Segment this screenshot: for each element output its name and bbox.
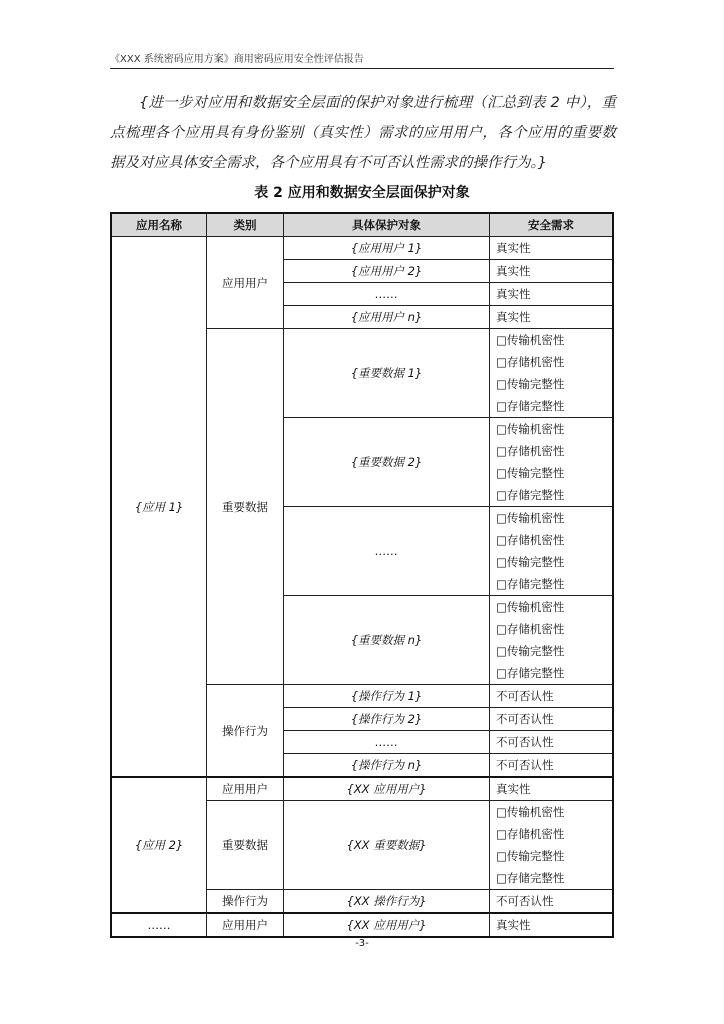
requirement-item: □存储机密性	[496, 444, 565, 458]
security-requirement-cell	[490, 801, 614, 890]
requirement-item: 不可否认性	[496, 758, 554, 772]
table-caption: 表 2 应用和数据安全层面保护对象	[254, 185, 470, 201]
category-cell: 重要数据	[207, 801, 284, 890]
requirement-item: □存储完整性	[496, 577, 565, 591]
requirement-item: □传输机密性	[496, 600, 565, 614]
protected-object-cell: {操作行为 2}	[284, 708, 490, 731]
category-cell: 操作行为	[207, 890, 284, 914]
category-cell: 应用用户	[207, 913, 284, 937]
security-requirement-cell	[490, 260, 614, 283]
security-requirement-cell	[490, 913, 614, 937]
requirement-item: □存储机密性	[496, 622, 565, 636]
security-requirement-cell	[490, 708, 614, 731]
security-requirement-cell	[490, 283, 614, 306]
requirement-item: □传输机密性	[496, 511, 565, 525]
requirement-item: □传输完整性	[496, 377, 565, 391]
column-header-category: 类别	[207, 213, 284, 237]
requirement-item: □传输完整性	[496, 555, 565, 569]
requirement-item: 真实性	[496, 782, 531, 796]
requirement-item: □存储完整性	[496, 399, 565, 413]
protected-object-cell: {操作行为 1}	[284, 685, 490, 708]
requirement-item: □存储机密性	[496, 533, 565, 547]
protected-object-cell: {XX 重要数据}	[284, 801, 490, 890]
category-cell: 应用用户	[207, 237, 284, 329]
category-cell: 应用用户	[207, 777, 284, 801]
requirement-item: 真实性	[496, 287, 531, 301]
protected-object-cell: {应用用户 1}	[284, 237, 490, 260]
protected-object-cell: {应用用户 2}	[284, 260, 490, 283]
security-requirement-cell	[490, 596, 614, 685]
security-requirement-cell	[490, 237, 614, 260]
app-name-cell: ……	[111, 913, 207, 937]
protected-object-cell: {重要数据 2}	[284, 418, 490, 507]
requirement-item: 不可否认性	[496, 735, 554, 749]
app-name-cell: {应用 1}	[111, 237, 207, 778]
requirement-item: 不可否认性	[496, 894, 554, 908]
security-requirement-cell	[490, 754, 614, 778]
protected-object-cell: {重要数据 n}	[284, 596, 490, 685]
security-requirement-cell	[490, 685, 614, 708]
requirement-item: □传输完整性	[496, 466, 565, 480]
column-header-requirement: 安全需求	[490, 213, 614, 237]
table-row	[111, 237, 613, 260]
table-body	[111, 237, 613, 938]
protection-objects-table	[110, 212, 614, 938]
requirement-item: □存储完整性	[496, 871, 565, 885]
page-header: 《XXX 系统密码应用方案》商用密码应用安全性评估报告	[110, 50, 614, 69]
page-number: -3-	[355, 938, 369, 949]
table-header-row	[111, 213, 613, 237]
column-header-object: 具体保护对象	[284, 213, 490, 237]
protected-object-cell: ……	[284, 283, 490, 306]
requirement-item: □存储机密性	[496, 827, 565, 841]
app-name-cell: {应用 2}	[111, 777, 207, 913]
security-requirement-cell	[490, 731, 614, 754]
instruction-paragraph: {进一步对应用和数据安全层面的保护对象进行梳理（汇总到表 2 中），重点梳理各个应用具有身份鉴别（真实性）需求的应用用户，各个应用的重要数据及对应具体安全需求，各个应用具有不可否认性需求的操作行为。}	[110, 95, 616, 171]
requirement-item: 真实性	[496, 264, 531, 278]
requirement-item: 真实性	[496, 241, 531, 255]
requirement-item: □存储完整性	[496, 488, 565, 502]
protected-object-cell: {XX 应用用户}	[284, 913, 490, 937]
category-cell: 操作行为	[207, 685, 284, 778]
requirement-item: □存储完整性	[496, 666, 565, 680]
requirement-item: □传输完整性	[496, 644, 565, 658]
protected-object-cell: ……	[284, 507, 490, 596]
requirement-item: □传输机密性	[496, 422, 565, 436]
security-requirement-cell	[490, 890, 614, 914]
requirement-item: 不可否认性	[496, 689, 554, 703]
requirement-item: 真实性	[496, 918, 531, 932]
protected-object-cell: ……	[284, 731, 490, 754]
requirement-item: □传输机密性	[496, 805, 565, 819]
protected-object-cell: {应用用户 n}	[284, 306, 490, 329]
security-requirement-cell	[490, 329, 614, 418]
security-requirement-cell	[490, 777, 614, 801]
protected-object-cell: {XX 应用用户}	[284, 777, 490, 801]
protected-object-cell: {操作行为 n}	[284, 754, 490, 778]
protected-object-cell: {重要数据 1}	[284, 329, 490, 418]
security-requirement-cell	[490, 507, 614, 596]
table-row	[111, 777, 613, 801]
security-requirement-cell	[490, 418, 614, 507]
requirement-item: □存储机密性	[496, 355, 565, 369]
requirement-item: 真实性	[496, 310, 531, 324]
requirement-item: 不可否认性	[496, 712, 554, 726]
requirement-item: □传输机密性	[496, 333, 565, 347]
protected-object-cell: {XX 操作行为}	[284, 890, 490, 914]
column-header-app-name: 应用名称	[111, 213, 207, 237]
security-requirement-cell	[490, 306, 614, 329]
category-cell: 重要数据	[207, 329, 284, 685]
requirement-item: □传输完整性	[496, 849, 565, 863]
table-row	[111, 913, 613, 937]
